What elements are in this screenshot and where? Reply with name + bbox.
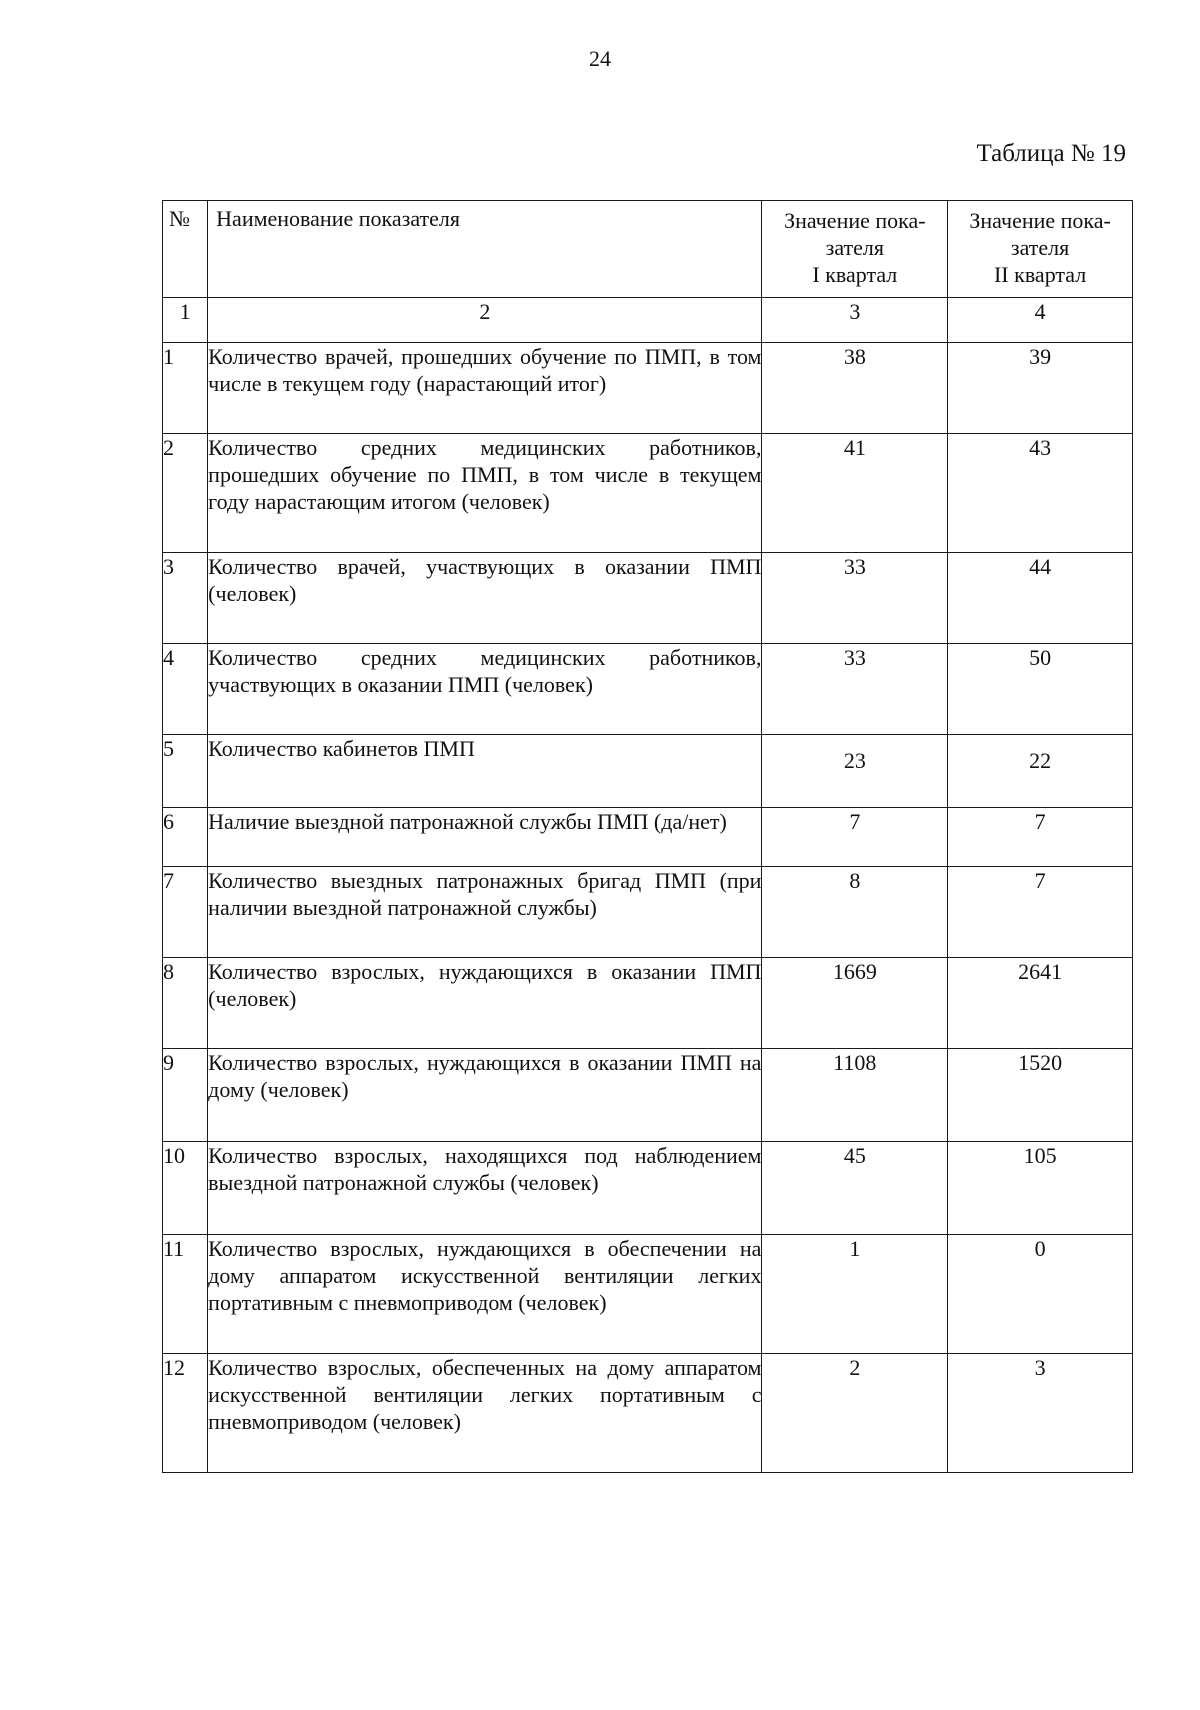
table-row [163,867,1133,958]
table-row [163,343,1133,434]
row-q1: 38 [762,343,948,434]
table-row [163,644,1133,735]
header-name: Наименование показателя [208,201,762,298]
row-name: Количество врачей, участвующих в оказании ПМП (человек) [208,553,762,644]
page-number: 24 [589,46,611,71]
row-num: 7 [163,867,208,958]
row-q2: 0 [948,1235,1133,1354]
index-cell: 4 [948,298,1133,343]
index-cell: 1 [163,298,208,343]
header-num: № [163,201,208,298]
row-q2: 105 [948,1142,1133,1235]
table-row [163,958,1133,1049]
row-q2: 22 [948,735,1133,808]
row-num: 12 [163,1354,208,1473]
row-q2: 1520 [948,1049,1133,1142]
row-name: Количество взрослых, нуждающихся в обеспечении на дому аппаратом искусственной вентиляции легких портативным с пневмоприводом (человек) [208,1235,762,1354]
row-name: Количество взрослых, находящихся под наблюдением выездной патронажной службы (человек) [208,1142,762,1235]
row-q2: 3 [948,1354,1133,1473]
row-name: Количество средних медицинских работников, прошедших обучение по ПМП, в том числе в текущем году нарастающим итогом (человек) [208,434,762,553]
row-name: Количество выездных патронажных бригад ПМП (при наличии выездной патронажной службы) [208,867,762,958]
row-q2: 7 [948,867,1133,958]
row-q1: 8 [762,867,948,958]
column-index-row [163,298,1133,343]
row-num: 10 [163,1142,208,1235]
row-q1: 41 [762,434,948,553]
table-row [163,735,1133,808]
row-q1: 23 [762,735,948,808]
row-q1: 7 [762,808,948,867]
row-name: Количество взрослых, обеспеченных на дому аппаратом искусственной вентиляции легких портативным с пневмоприводом (человек) [208,1354,762,1473]
row-q1: 1669 [762,958,948,1049]
row-num: 3 [163,553,208,644]
row-num: 6 [163,808,208,867]
row-q2: 2641 [948,958,1133,1049]
row-q2: 43 [948,434,1133,553]
header-q1-text: Значение пока- зателя I квартал [784,208,926,287]
row-q1: 33 [762,644,948,735]
row-name: Наличие выездной патронажной службы ПМП (да/нет) [208,808,762,867]
row-num: 2 [163,434,208,553]
table-row [163,808,1133,867]
table-row [163,1142,1133,1235]
table-row [163,553,1133,644]
indicators-table [162,200,1133,1473]
row-q2: 44 [948,553,1133,644]
row-q2: 50 [948,644,1133,735]
row-num: 9 [163,1049,208,1142]
row-num: 11 [163,1235,208,1354]
row-name: Количество кабинетов ПМП [208,735,762,808]
row-num: 1 [163,343,208,434]
row-q1: 1 [762,1235,948,1354]
index-cell: 2 [208,298,762,343]
row-q1: 33 [762,553,948,644]
row-num: 8 [163,958,208,1049]
header-q2 [948,201,1133,298]
table-caption: Таблица № 19 [976,140,1126,167]
row-q1: 1108 [762,1049,948,1142]
row-q1: 45 [762,1142,948,1235]
row-q1: 2 [762,1354,948,1473]
table-row [163,1235,1133,1354]
row-name: Количество врачей, прошедших обучение по ПМП, в том числе в текущем году (нарастающий итог) [208,343,762,434]
row-name: Количество средних медицинских работников, участвующих в оказании ПМП (человек) [208,644,762,735]
row-q2: 7 [948,808,1133,867]
table-row [163,1049,1133,1142]
header-q1 [762,201,948,298]
row-q2: 39 [948,343,1133,434]
row-name: Количество взрослых, нуждающихся в оказании ПМП на дому (человек) [208,1049,762,1142]
index-cell: 3 [762,298,948,343]
row-name: Количество взрослых, нуждающихся в оказании ПМП (человек) [208,958,762,1049]
table-row [163,434,1133,553]
header-q2-text: Значение пока- зателя II квартал [969,208,1111,287]
table-header-row [163,201,1133,298]
row-num: 5 [163,735,208,808]
table-row [163,1354,1133,1473]
row-num: 4 [163,644,208,735]
